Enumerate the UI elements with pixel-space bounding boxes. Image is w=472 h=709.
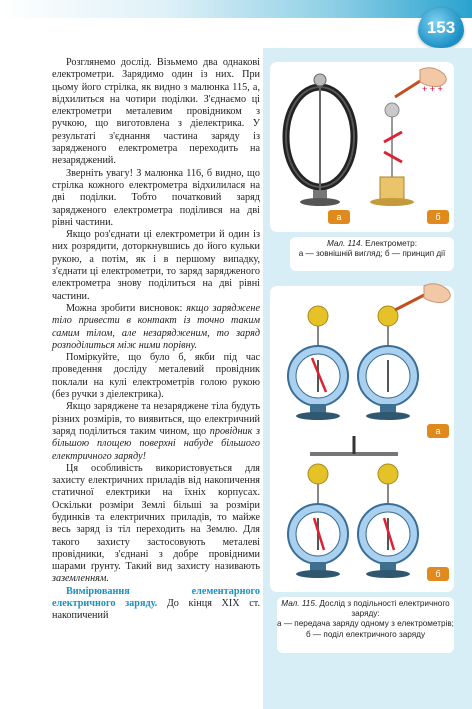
paragraph-5: Поміркуйте, що було б, якби під час проведення досліду металевий провідник поклали на кулі електрометрів голою рукою (без ручки з діелектрика). [52, 352, 260, 401]
paragraph-4: Можна зробити висновок: якщо заряджене тіло привести в контакт із точно таким самим тілом, але незарядженим, то заряд розподілиться між ними порівну. [52, 302, 260, 351]
figure-114-label-a: а [328, 210, 350, 224]
conductor-rule-text: провідник з більшою площею поверхні набуде більшого електричного заряду! [52, 425, 261, 462]
svg-text:+ + +: + + + [422, 84, 443, 94]
figure-115-label-b: б [427, 567, 449, 581]
page-number: 153 [418, 8, 464, 48]
paragraph-7: Ця особливість використовується для захисту електричних приладів від накопичення статичної електрики на їхніх корпусах. Оскільки розміри Землі більші за розміри будинків та електричних приладів, то майже весь заряд із тіл переходить на Землю. Для такого захисту застосовують металеві провідники, з'єднані з добре провідними шарами ґрунту. Такий вид захисту називають заземленням. [52, 462, 260, 585]
figure-114-label-b: б [427, 210, 449, 224]
grounding-term: заземленням. [52, 573, 109, 585]
paragraph-8: Вимірювання елементарного електричного заряду. До кінця XIX ст. накопичений [52, 585, 260, 622]
figure-114-caption: Мал. 114. Електрометр: а — зовнішній вигляд; б — принцип дії [290, 237, 454, 271]
paragraph-6: Якщо заряджене та незаряджене тіла будуть різних розмірів, то виявиться, що електричний заряд поділиться таким чином, що провідник з більшою площею поверхні набуде більшого електричного заряду! [52, 401, 261, 462]
conclusion-text: якщо заряджене тіло привести в контакт із точно таким самим тілом, але незарядженим, то заряд розподілиться між ними порівну. [52, 302, 260, 351]
top-stripe [0, 0, 472, 18]
figure-115-label-a: а [427, 424, 449, 438]
paragraph-3: Якщо роз'єднати ці електрометри й один із них розрядити, доторкнувшись до його кульки рукою, а потім, як і в першому випадку, з'єднати ці електрометри, то заряд зарядженого електрометра знову поділиться на дві рівні частини. [52, 229, 260, 302]
paragraph-1: Розглянемо дослід. Візьмемо два однакові електрометри. Зарядимо один із них. При цьому його стрілка, як видно з малюнка 115, а, відхилиться на чотири поділки. З'єднаємо ці електрометри металевим провідником з ручкою, що виготовлена з діелектрика. У результаті з'єднання частина заряду із зарядженого електрометра переходить на незаряджений. [52, 57, 260, 167]
charge-division-illustration [270, 286, 454, 592]
section-heading: Вимірювання елементарного електричного заряду. [52, 585, 260, 610]
paragraph-2: Зверніть увагу! З малюнка 116, б видно, що стрілка кожного електрометра відхилилася на дві поділки. Тобто початковий заряд зарядженого електрометра поділився на дві рівні частини. [52, 167, 260, 228]
figure-115-caption: Мал. 115. Дослід з подільності електричного заряду: а — передача заряду одному з електрометрів; б — поділ електричного заряду [277, 597, 454, 653]
main-text [52, 57, 260, 623]
electrometer-external-illustration [270, 62, 454, 232]
